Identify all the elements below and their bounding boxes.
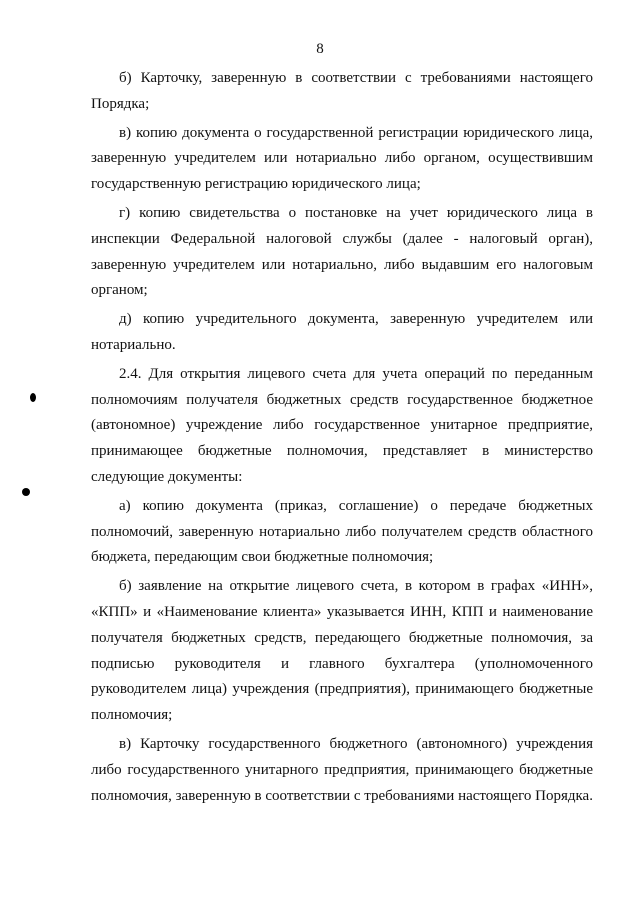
scan-artifact-mark [30,393,36,402]
paragraph-item-d-founding-document: д) копию учредительного документа, заверенную учредителем или нотариально. [91,311,593,353]
paragraph-item-b-card: б) Карточку, заверенную в соответствии с требованиями настоящего Порядка; [91,70,593,112]
paragraph-item-v-registration: в) копию документа о государственной регистрации юридического лица, заверенную учредителем или нотариально либо органом, осуществившим государственную регистрацию юридического лица; [91,124,593,193]
paragraph-item-b-application: б) заявление на открытие лицевого счета, в котором в графах «ИНН», «КПП» и «Наименование клиента» указывается ИНН, КПП и наименование получателя бюджетных средств, передающего бюджетные полномочия, за подписью руководителя и главного бухгалтера (уполномоченного руководителем лица) учреждения (предприятия), принимающего бюджетные полномочия; [91,578,593,724]
paragraph-item-v-institution-card: в) Карточку государственного бюджетного (автономного) учреждения либо государственного унитарного предприятия, принимающего бюджетные полномочия, заверенную в соответствии с требованиями настоящего Порядка. [91,735,593,804]
page-number: 8 [316,41,324,57]
document-body [91,66,593,812]
paragraph-item-a-transfer-document: а) копию документа (приказ, соглашение) о передаче бюджетных полномочий, заверенную нотариально либо получателем средств областного бюджета, передающим свои бюджетные полномочия; [91,497,593,566]
paragraph-section-2-4: 2.4. Для открытия лицевого счета для учета операций по переданным полномочиям получателя бюджетных средств государственное бюджетное (автономное) учреждение либо государственное унитарное предприятие, принимающее бюджетные полномочия, представляет в министерство следующие документы: [91,365,593,485]
scan-artifact-mark [22,488,30,496]
paragraph-item-g-tax-certificate: г) копию свидетельства о постановке на учет юридического лица в инспекции Федеральной налоговой службы (далее - налоговый орган), заверенную учредителем или нотариально, либо выдавшим его налоговым органом; [91,204,593,299]
